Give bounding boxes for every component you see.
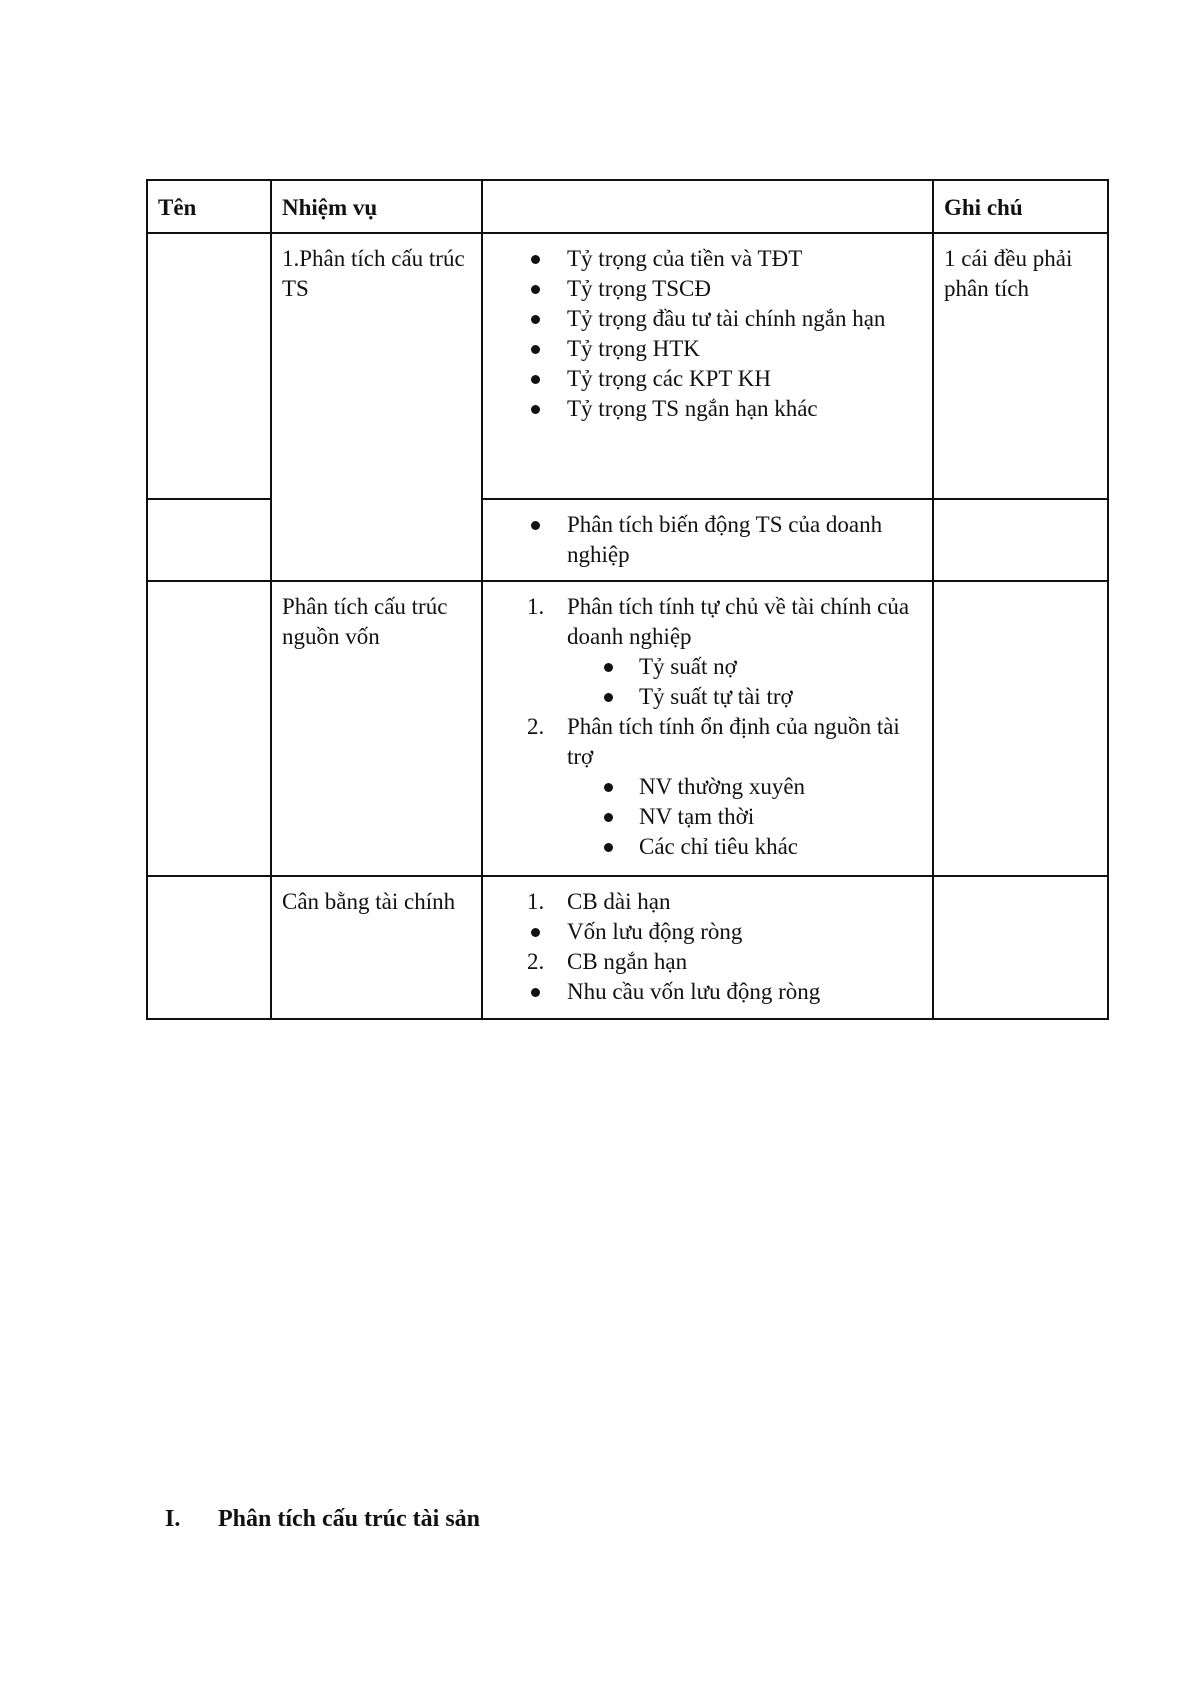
sub-list-item: Các chỉ tiêu khác [483, 832, 926, 862]
item-number: 2. [527, 714, 545, 739]
table-row [147, 876, 1108, 1019]
cell-ghi-chu [933, 876, 1108, 1019]
task-table [146, 179, 1109, 1020]
table-row [147, 581, 1108, 876]
item-number: 1. [527, 889, 545, 914]
item-text: Phân tích tính ổn định của nguồn tài trợ [567, 714, 900, 769]
item-text: CB dài hạn [567, 889, 671, 914]
sub-list-item: NV thường xuyên [483, 772, 926, 802]
item-number: 2. [527, 949, 545, 974]
section-number: I. [165, 1506, 181, 1532]
cell-nhiem-vu: Cân bằng tài chính [271, 876, 482, 1019]
list-item: Nhu cầu vốn lưu động ròng [483, 977, 926, 1007]
header-ten: Tên [147, 180, 271, 233]
numbered-item [483, 712, 926, 772]
header-ghi-chu: Ghi chú [933, 180, 1108, 233]
list-item: Phân tích biến động TS của doanh nghiệp [483, 510, 926, 570]
numbered-item [483, 887, 926, 917]
list-item: Tỷ trọng HTK [483, 334, 926, 364]
list-item: Tỷ trọng TS ngắn hạn khác [483, 394, 926, 424]
table-header-row [147, 180, 1108, 233]
sub-list-item: NV tạm thời [483, 802, 926, 832]
header-noi-dung [482, 180, 933, 233]
sub-list-item: Tỷ suất nợ [483, 652, 926, 682]
cell-ghi-chu [933, 581, 1108, 876]
cell-noi-dung [482, 581, 933, 876]
section-heading [165, 1504, 480, 1534]
sub-list-item: Tỷ suất tự tài trợ [483, 682, 926, 712]
item-text: Phân tích tính tự chủ về tài chính của doanh nghiệp [567, 594, 910, 649]
table-row [147, 233, 1108, 499]
item-text: CB ngắn hạn [567, 949, 688, 974]
list-item: Tỷ trọng các KPT KH [483, 364, 926, 394]
list-item: Vốn lưu động ròng [483, 917, 926, 947]
header-nhiem-vu: Nhiệm vụ [271, 180, 482, 233]
list-item: Tỷ trọng TSCĐ [483, 274, 926, 304]
cell-ten [147, 233, 271, 499]
cell-ghi-chu [933, 499, 1108, 581]
list-item: Tỷ trọng đầu tư tài chính ngắn hạn [483, 304, 926, 334]
cell-ten [147, 499, 271, 581]
cell-noi-dung [482, 499, 933, 581]
numbered-item [483, 947, 926, 977]
list-item: Tỷ trọng của tiền và TĐT [483, 244, 926, 274]
numbered-item [483, 592, 926, 652]
cell-nhiem-vu: Phân tích cấu trúc nguồn vốn [271, 581, 482, 876]
cell-ten [147, 876, 271, 1019]
cell-ten [147, 581, 271, 876]
cell-noi-dung [482, 233, 933, 499]
cell-nhiem-vu: 1.Phân tích cấu trúc TS [271, 233, 482, 581]
item-number: 1. [527, 594, 545, 619]
section-title: Phân tích cấu trúc tài sản [218, 1506, 481, 1532]
cell-ghi-chu: 1 cái đều phải phân tích [933, 233, 1108, 499]
cell-noi-dung [482, 876, 933, 1019]
